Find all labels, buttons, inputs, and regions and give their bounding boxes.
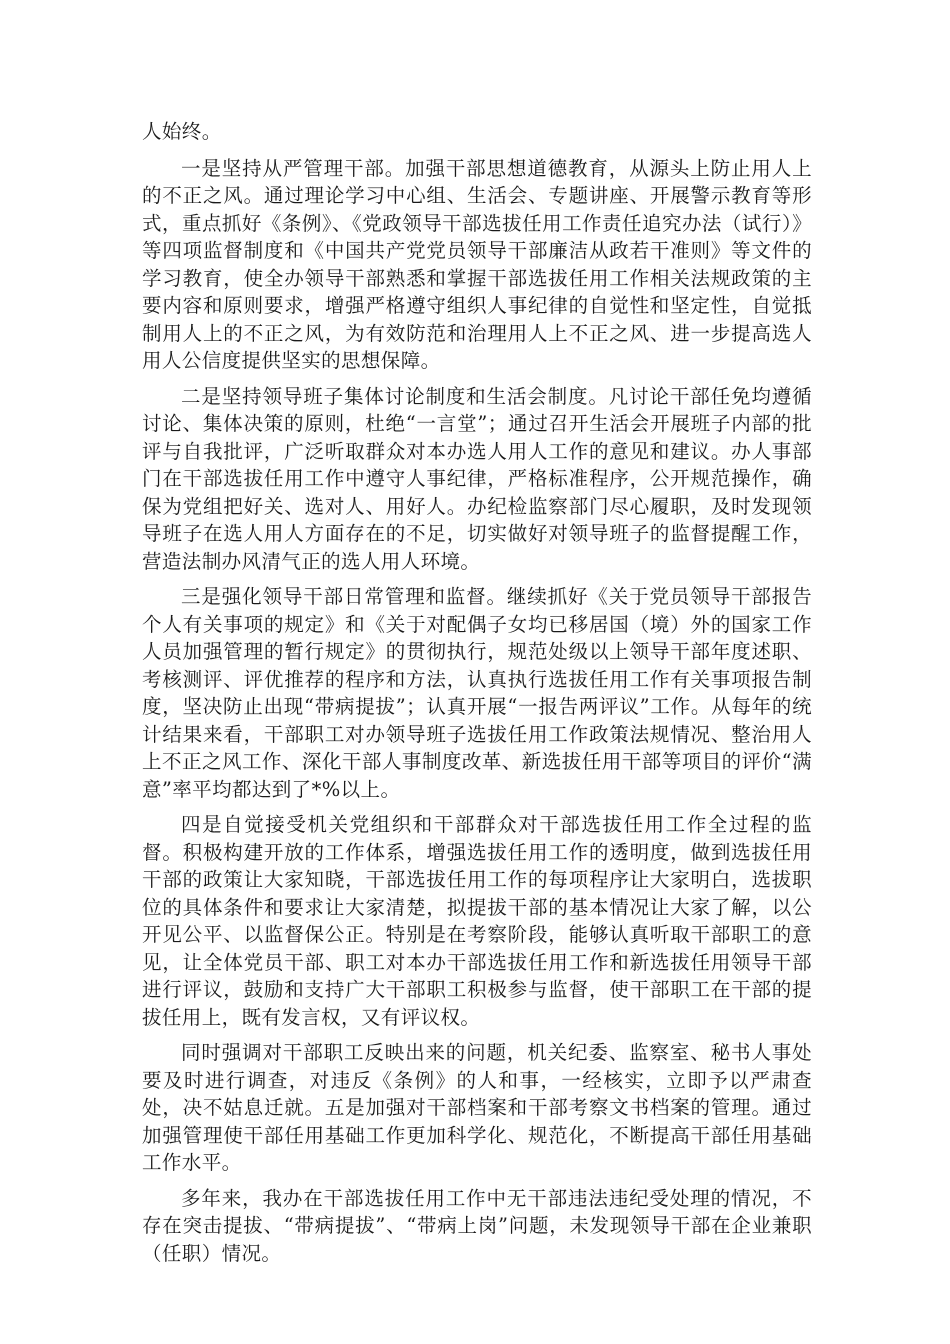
paragraph-continuation: 人始终。: [142, 120, 222, 143]
paragraph-daily-supervision: 三是强化领导干部日常管理和监督。继续抓好《关于党员领导干部报告个人有关事项的规定》和《关于对配偶子女均已移居国（境）外的国家工作人员加强管理的暂行规定》的贯彻执行，规范处级以上领导干部年度述职、考核测评、评优推荐的程序和方法，认真执行选拔任用工作有关事项报告制度，坚决防止出现“带病提拔”；认真开展“一报告两评议”工作。从每年的统计结果来看，干部职工对办领导班子选拔任用工作政策法规情况、整治用人上不正之风工作、深化干部人事制度改革、新选拔任用干部等项目的评价“满意”率平均都达到了*%以上。: [142, 585, 812, 801]
paragraph-strict-management: 一是坚持从严管理干部。加强干部思想道德教育，从源头上防止用人上的不正之风。通过理论学习中心组、生活会、专题讲座、开展警示教育等形式，重点抓好《条例》、《党政领导干部选拔任用工作责任追究办法（试行）》等四项监督制度和《中国共产党党员领导干部廉洁从政若干准则》等文件的学习教育，使全办领导干部熟悉和掌握干部选拔任用工作相关法规政策的主要内容和原则要求，增强严格遵守组织人事纪律的自觉性和坚定性，自觉抵制用人上的不正之风，为有效防范和治理用人上不正之风、进一步提高选人用人公信度提供坚实的思想保障。: [142, 156, 812, 372]
paragraph-collective-discussion: 二是坚持领导班子集体讨论制度和生活会制度。凡讨论干部任免均遵循讨论、集体决策的原则，杜绝“一言堂”；通过召开生活会开展班子内部的批评与自我批评，广泛听取群众对本办选人用人工作的意见和建议。办人事部门在干部选拔任用工作中遵守人事纪律，严格标准程序，公开规范操作，确保为党组把好关、选对人、用好人。办纪检监察部门尽心履职，及时发现领导班子在选人用人方面存在的不足，切实做好对领导班子的监督提醒工作，营造法制办风清气正的选人用人环境。: [142, 384, 812, 573]
paragraph-conclusion: 多年来，我办在干部选拔任用工作中无干部违法违纪受处理的情况，不存在突击提拔、“带病提拔”、“带病上岗”问题，未发现领导干部在企业兼职（任职）情况。: [142, 1186, 812, 1265]
paragraph-accept-supervision: 四是自觉接受机关党组织和干部群众对干部选拔任用工作全过程的监督。积极构建开放的工作体系，增强选拔任用工作的透明度，做到选拔任用干部的政策让大家知晓，干部选拔任用工作的每项程序让大家明白，选拔职位的具体条件和要求让大家清楚，拟提拔干部的基本情况让大家了解，以公开见公平、以监督保公正。特别是在考察阶段，能够认真听取干部职工的意见，让全体党员干部、职工对本办干部选拔任用工作和新选拔任用领导干部进行评议，鼓励和支持广大干部职工积极参与监督，使干部职工在干部的提拔任用上，既有发言权，又有评议权。: [142, 813, 812, 1029]
paragraph-investigation-archives: 同时强调对干部职工反映出来的问题，机关纪委、监察室、秘书人事处要及时进行调查，对违反《条例》的人和事，一经核实，立即予以严肃查处，决不姑息迁就。五是加强对干部档案和干部考察文书档案的管理。通过加强管理使干部任用基础工作更加科学化、规范化，不断提高干部任用基础工作水平。: [142, 1041, 812, 1174]
document-body: [142, 118, 812, 1275]
